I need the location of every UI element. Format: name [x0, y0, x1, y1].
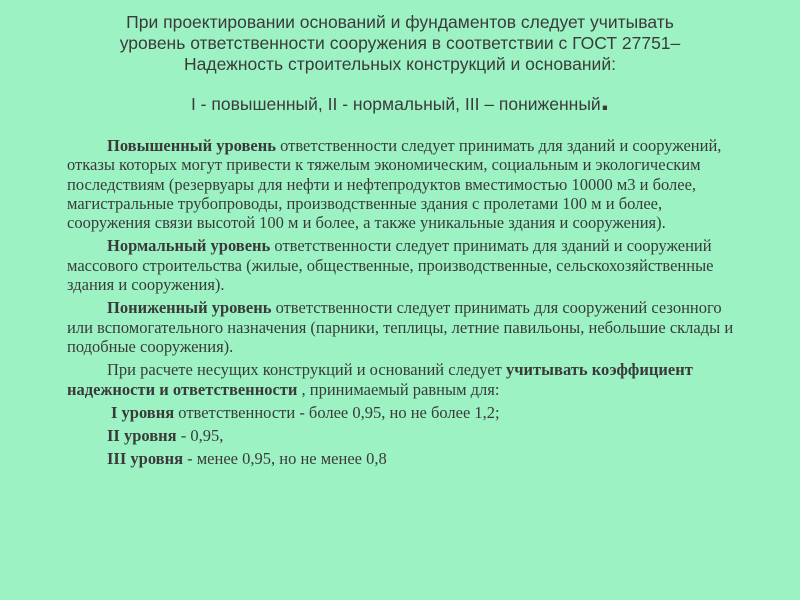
- paragraph-calculation: [67, 360, 747, 399]
- paragraph-normal-level: [67, 236, 747, 294]
- coefficient-level-3-label: III уровня: [107, 449, 183, 469]
- coefficient-level-2-label: II уровня: [107, 426, 177, 446]
- slide-header: [40, 12, 760, 75]
- slide-body: [67, 136, 747, 473]
- header-line-1: При проектировании оснований и фундаментов следует учитывать: [126, 12, 674, 32]
- term-coefficient: учитывать коэффициент надежности и ответственности: [67, 360, 693, 399]
- paragraph-calculation-text-2: , принимаемый равным для:: [297, 379, 500, 399]
- header-line-3: Надежность строительных конструкций и оснований:: [184, 54, 616, 74]
- term-low-level: Пониженный уровень: [107, 298, 272, 318]
- coefficient-level-1: [111, 403, 747, 422]
- levels-line: [40, 84, 760, 117]
- levels-dot: .: [600, 84, 610, 117]
- header-line-2: уровень ответственности сооружения в соответствии с ГОСТ 27751–: [119, 33, 681, 53]
- coefficient-level-3: [107, 449, 747, 468]
- term-normal-level: Нормальный уровень: [107, 236, 271, 256]
- paragraph-low-level-text: ответственности следует принимать для сооружений сезонного или вспомогательного назначения (парники, теплицы, летние павильоны, небольшие склады и подобные сооружения).: [67, 298, 734, 356]
- paragraph-high-level-text: ответственности следует принимать для зданий и сооружений, отказы которых могут привести к тяжелым экономическим, социальным и экологическим последствиям (резервуары для нефти и нефтепродуктов вместимостью 10000 м3 и более, магистральные трубопроводы, производственные здания с пролетами 100 м и более, сооружения связи высотой 100 м и более, а также уникальные здания и сооружения).: [67, 136, 722, 233]
- paragraph-normal-level-text: ответственности следует принимать для зданий и сооружений массового строительства (жилые, общественные, производственные, сельскохозяйственные здания и сооружения).: [67, 236, 714, 295]
- coefficient-level-2-text: - 0,95,: [176, 426, 224, 446]
- coefficient-level-2: [107, 426, 747, 445]
- coefficient-level-3-text: - менее 0,95, но не менее 0,8: [183, 449, 387, 469]
- coefficient-level-1-text: ответственности - более 0,95, но не более 1,2;: [174, 402, 500, 422]
- paragraph-low-level: [67, 298, 747, 356]
- paragraph-calculation-text-1: При расчете несущих конструкций и оснований следует: [107, 360, 506, 380]
- paragraph-high-level: [67, 136, 747, 232]
- coefficient-level-1-label: I уровня: [111, 402, 175, 422]
- term-high-level: Повышенный уровень: [107, 136, 276, 155]
- levels-text: I - повышенный, II - нормальный, III – пониженный: [190, 94, 601, 114]
